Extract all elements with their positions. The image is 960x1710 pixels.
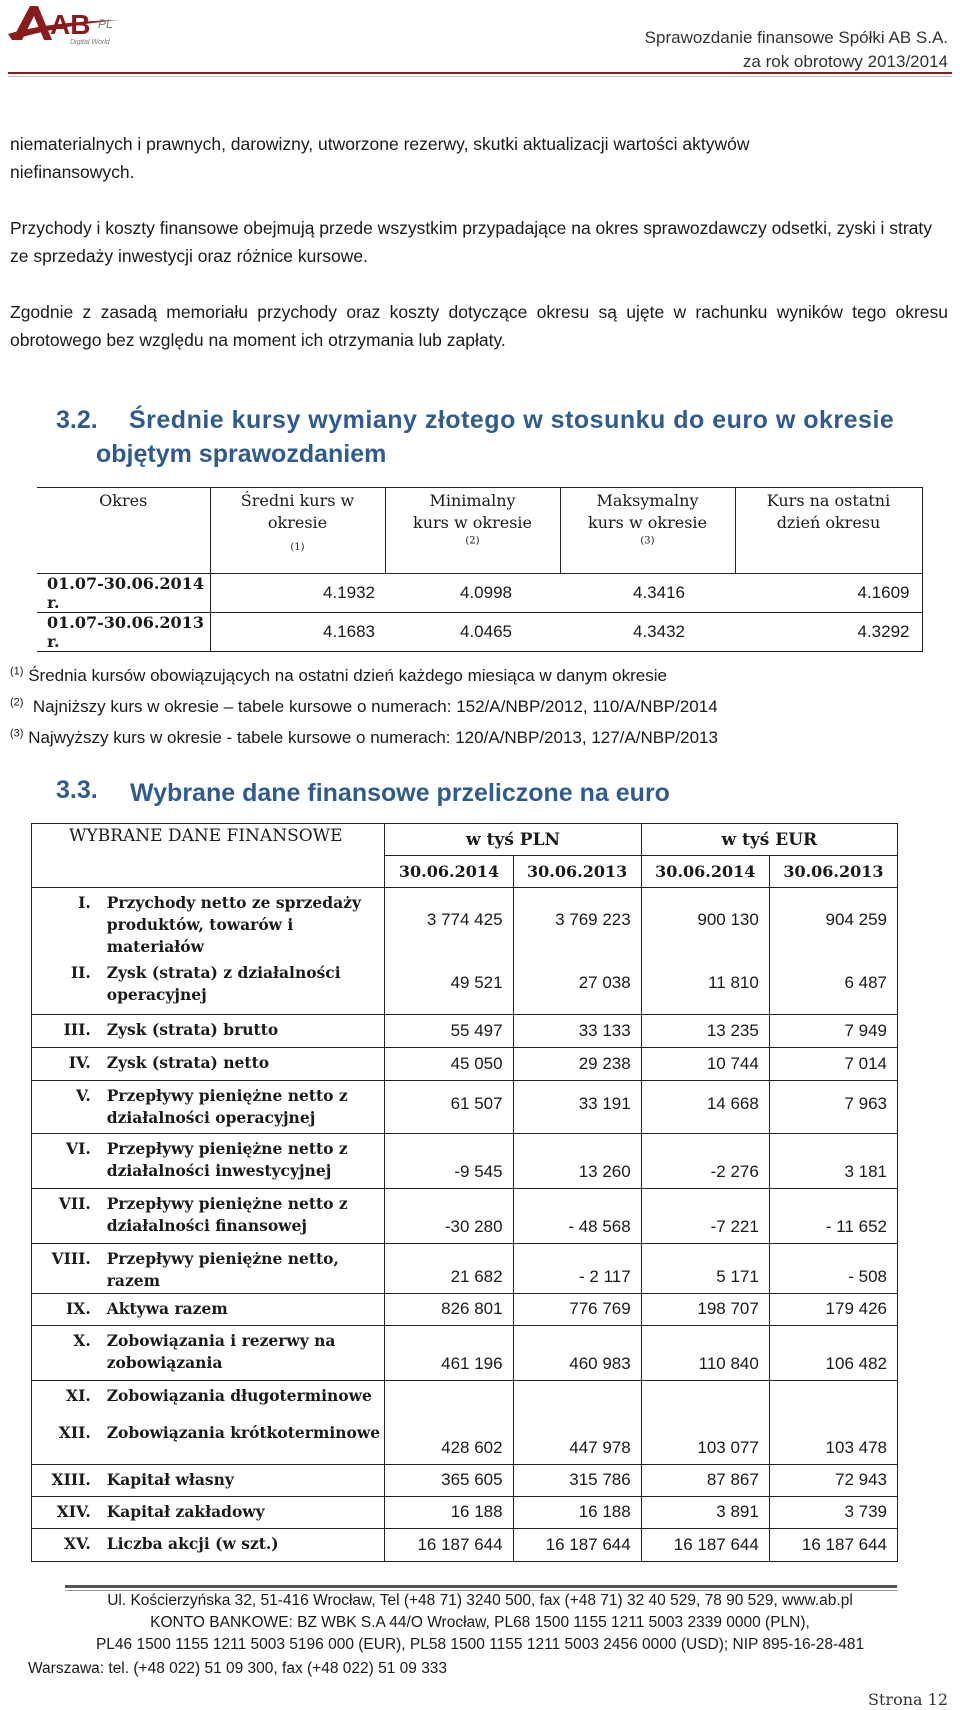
rate-period: 01.07-30.06.2014 r. xyxy=(37,574,210,613)
row-label: Kapitał zakładowy xyxy=(101,1496,385,1528)
footnote-text: Średnia kursów obowiązujących na ostatni dzień każdego miesiąca w danym okresie xyxy=(28,666,667,685)
rate-period: 01.07-30.06.2013 r. xyxy=(37,613,210,652)
footnote-mark: (1) xyxy=(10,665,24,678)
row-label: Przepływy pieniężne netto, razem xyxy=(101,1243,385,1293)
row-value: 900 130 xyxy=(641,888,769,959)
row-value: 5 171 xyxy=(641,1243,769,1293)
financial-data-table xyxy=(31,823,898,1562)
header-subtitle: za rok obrotowy 2013/2014 xyxy=(742,52,948,71)
row-value: 16 187 644 xyxy=(641,1528,769,1561)
footnote-mark: (2) xyxy=(10,696,24,709)
row-number: XV. xyxy=(32,1528,101,1561)
row-number: VI. xyxy=(32,1133,101,1188)
row-value xyxy=(769,1380,897,1418)
row-value: -2 276 xyxy=(641,1133,769,1188)
row-value xyxy=(513,1380,641,1418)
row-value: 16 187 644 xyxy=(769,1528,897,1561)
date-header: 30.06.2014 xyxy=(641,856,769,888)
row-value: 7 949 xyxy=(769,1014,897,1047)
exchange-rates-table xyxy=(37,487,923,652)
table-row xyxy=(32,1080,898,1133)
row-label: Kapitał własny xyxy=(101,1464,385,1496)
row-number: VIII. xyxy=(32,1243,101,1293)
row-label: Zobowiązania i rezerwy na zobowiązania xyxy=(101,1325,385,1380)
row-value: 27 038 xyxy=(513,958,641,1014)
row-value: -9 545 xyxy=(385,1133,513,1188)
row-value: 49 521 xyxy=(385,958,513,1014)
section-3-3-number: 3.3. xyxy=(56,776,98,804)
col-okres: Okres xyxy=(37,488,210,574)
row-value: 110 840 xyxy=(641,1325,769,1380)
row-label: Przepływy pieniężne netto z działalności finansowej xyxy=(101,1188,385,1243)
row-value: 72 943 xyxy=(769,1464,897,1496)
row-value: - 11 652 xyxy=(769,1188,897,1243)
row-label: Zysk (strata) z działalności operacyjnej xyxy=(101,958,385,1014)
row-number: X. xyxy=(32,1325,101,1380)
row-value: 3 774 425 xyxy=(385,888,513,959)
date-header: 30.06.2013 xyxy=(513,856,641,888)
row-value: 33 133 xyxy=(513,1014,641,1047)
row-value: 16 187 644 xyxy=(513,1528,641,1561)
row-number: XII. xyxy=(32,1418,101,1464)
row-number: XI. xyxy=(32,1380,101,1418)
row-number: I. xyxy=(32,888,101,959)
company-logo xyxy=(8,0,133,48)
footnote-text: Najniższy kurs w okresie – tabele kursowe o numerach: 152/A/NBP/2012, 110/A/NBP/2014 xyxy=(32,697,718,716)
col-sredni: Średni kurs w okresie (1) xyxy=(210,488,385,574)
rate-min: 4.0465 xyxy=(385,613,560,652)
row-label: Przychody netto ze sprzedaży produktów, towarów i materiałów xyxy=(101,888,385,959)
fin-header-row xyxy=(32,824,898,856)
footnote-1 xyxy=(10,666,667,686)
row-number: XIV. xyxy=(32,1496,101,1528)
row-label: Liczba akcji (w szt.) xyxy=(101,1528,385,1561)
row-value: 460 983 xyxy=(513,1325,641,1380)
row-value: - 508 xyxy=(769,1243,897,1293)
table-row xyxy=(32,1243,898,1293)
section-3-2-title-line-1: Średnie kursy wymiany złotego w stosunku do euro w okresie xyxy=(129,406,895,434)
table-row xyxy=(37,613,922,652)
row-number: IX. xyxy=(32,1293,101,1325)
row-label: Zysk (strata) netto xyxy=(101,1047,385,1080)
row-value: 14 668 xyxy=(641,1080,769,1133)
footnote-2 xyxy=(10,697,718,717)
row-value xyxy=(385,1380,513,1418)
logo-text: AB xyxy=(50,9,91,40)
row-label: Zysk (strata) brutto xyxy=(101,1014,385,1047)
header-rule xyxy=(8,72,952,74)
section-3-2-heading xyxy=(56,403,951,471)
col-maksymalny: Maksymalny kurs w okresie $^{(3)}$ xyxy=(560,488,735,574)
row-value: - 2 117 xyxy=(513,1243,641,1293)
row-value: 315 786 xyxy=(513,1464,641,1496)
row-label: Zobowiązania długoterminowe xyxy=(101,1380,385,1418)
row-value: 7 014 xyxy=(769,1047,897,1080)
row-value: 904 259 xyxy=(769,888,897,959)
row-value: 11 810 xyxy=(641,958,769,1014)
footer-bank-2: PL46 1500 1155 1211 5003 5196 000 (EUR), PL58 1500 1155 1211 5003 2456 0000 (USD); NIP 895-16-28-481 xyxy=(95,1636,865,1653)
table-row xyxy=(32,1496,898,1528)
footer-address: Ul. Kościerzyńska 32, 51-416 Wrocław, Tel (+48 71) 3240 500, fax (+48 71) 32 40 529, 78 90 529, www.ab.pl xyxy=(107,1592,853,1609)
footnote-3 xyxy=(10,728,718,748)
group-eur: w tyś EUR xyxy=(641,824,897,856)
row-value: 7 963 xyxy=(769,1080,897,1133)
row-value: 447 978 xyxy=(513,1418,641,1464)
paragraph-1-line-1: niematerialnych i prawnych, darowizny, utworzone rezerwy, skutki aktualizacji wartości aktywów xyxy=(10,134,750,154)
paragraph-1 xyxy=(10,130,948,186)
document-header xyxy=(645,26,948,74)
header-rule-thin xyxy=(8,76,952,77)
row-label: Przepływy pieniężne netto z działalności operacyjnej xyxy=(101,1080,385,1133)
rates-header-row xyxy=(37,488,922,574)
page-number: Strona 12 xyxy=(868,1690,948,1709)
row-value: 365 605 xyxy=(385,1464,513,1496)
row-value: 179 426 xyxy=(769,1293,897,1325)
date-header: 30.06.2014 xyxy=(385,856,513,888)
row-value xyxy=(641,1380,769,1418)
row-value: -30 280 xyxy=(385,1188,513,1243)
rate-min: 4.0998 xyxy=(385,574,560,613)
row-value: 6 487 xyxy=(769,958,897,1014)
group-pln: w tyś PLN xyxy=(385,824,641,856)
row-value: -7 221 xyxy=(641,1188,769,1243)
footnote-mark: (3) xyxy=(10,727,24,740)
rate-max: 4.3416 xyxy=(560,574,735,613)
table-row xyxy=(32,958,898,1014)
row-value: 3 769 223 xyxy=(513,888,641,959)
row-value: 61 507 xyxy=(385,1080,513,1133)
table-row xyxy=(32,1047,898,1080)
row-number: VII. xyxy=(32,1188,101,1243)
row-value: 3 891 xyxy=(641,1496,769,1528)
table-row xyxy=(32,1014,898,1047)
table-row xyxy=(32,1325,898,1380)
header-title: Sprawozdanie finansowe Spółki AB S.A. xyxy=(644,28,948,47)
footer-bank-1: KONTO BANKOWE: BZ WBK S.A 44/O Wrocław, PL68 1500 1155 1211 5003 2339 0000 (PLN), xyxy=(150,1614,810,1631)
table-row xyxy=(32,888,898,959)
row-value: 3 739 xyxy=(769,1496,897,1528)
section-3-2-number: 3.2. xyxy=(56,406,98,434)
footnote-text: Najwyższy kurs w okresie - tabele kursowe o numerach: 120/A/NBP/2013, 127/A/NBP/2013 xyxy=(28,728,718,747)
row-value: 16 188 xyxy=(513,1496,641,1528)
table-row xyxy=(32,1380,898,1418)
table-row xyxy=(32,1418,898,1464)
row-value: 10 744 xyxy=(641,1047,769,1080)
fin-table-title: WYBRANE DANE FINANSOWE xyxy=(32,824,385,888)
row-value: 21 682 xyxy=(385,1243,513,1293)
section-3-3-heading xyxy=(56,776,670,810)
row-value: 3 181 xyxy=(769,1133,897,1188)
rate-max: 4.3432 xyxy=(560,613,735,652)
section-3-2-title-line-2: objętym sprawozdaniem xyxy=(96,440,387,468)
table-row xyxy=(32,1293,898,1325)
rate-last: 4.3292 xyxy=(735,613,922,652)
date-header: 30.06.2013 xyxy=(769,856,897,888)
footer-rule xyxy=(65,1585,897,1588)
paragraph-1-line-2: niefinansowych. xyxy=(10,162,135,182)
table-row xyxy=(37,574,922,613)
row-value: 13 260 xyxy=(513,1133,641,1188)
row-value: 103 478 xyxy=(769,1418,897,1464)
row-value: 16 188 xyxy=(385,1496,513,1528)
logo-sub: PL xyxy=(98,17,113,31)
table-row xyxy=(32,1464,898,1496)
row-value: 45 050 xyxy=(385,1047,513,1080)
row-value: - 48 568 xyxy=(513,1188,641,1243)
table-row xyxy=(32,1188,898,1243)
logo-tagline: Digital World xyxy=(70,39,110,46)
row-value: 16 187 644 xyxy=(385,1528,513,1561)
paragraph-2: Przychody i koszty finansowe obejmują przede wszystkim przypadające na okres sprawozdawczy odsetki, zyski i straty ze sprzedaży inwestycji oraz różnice kursowe. xyxy=(10,218,933,266)
row-value: 106 482 xyxy=(769,1325,897,1380)
table-row xyxy=(32,1528,898,1561)
row-number: V. xyxy=(32,1080,101,1133)
row-value: 198 707 xyxy=(641,1293,769,1325)
table-row xyxy=(32,1133,898,1188)
row-number: III. xyxy=(32,1014,101,1047)
row-value: 776 769 xyxy=(513,1293,641,1325)
row-label: Zobowiązania krótkoterminowe xyxy=(101,1418,385,1464)
footer-warsaw: Warszawa: tel. (+48 022) 51 09 300, fax (+48 022) 51 09 333 xyxy=(28,1660,448,1677)
row-value: 55 497 xyxy=(385,1014,513,1047)
col-kurs-ostatni: Kurs na ostatni dzień okresu xyxy=(735,488,922,574)
row-value: 29 238 xyxy=(513,1047,641,1080)
row-value: 33 191 xyxy=(513,1080,641,1133)
row-value: 461 196 xyxy=(385,1325,513,1380)
row-label: Przepływy pieniężne netto z działalności inwestycyjnej xyxy=(101,1133,385,1188)
paragraph-3: Zgodnie z zasadą memoriału przychody oraz koszty dotyczące okresu są ujęte w rachunku wyników tego okresu obrotowego bez względu na moment ich otrzymania lub zapłaty. xyxy=(10,302,948,350)
row-value: 87 867 xyxy=(641,1464,769,1496)
row-label: Aktywa razem xyxy=(101,1293,385,1325)
row-value: 13 235 xyxy=(641,1014,769,1047)
row-number: XIII. xyxy=(32,1464,101,1496)
col-minimalny: Minimalny kurs w okresie $^{(2)}$ xyxy=(385,488,560,574)
rate-last: 4.1609 xyxy=(735,574,922,613)
row-value: 826 801 xyxy=(385,1293,513,1325)
rate-avg: 4.1683 xyxy=(210,613,385,652)
row-value: 103 077 xyxy=(641,1418,769,1464)
row-number: IV. xyxy=(32,1047,101,1080)
rate-avg: 4.1932 xyxy=(210,574,385,613)
section-3-3-title: Wybrane dane finansowe przeliczone na euro xyxy=(130,779,670,807)
row-value: 428 602 xyxy=(385,1418,513,1464)
row-number: II. xyxy=(32,958,101,1014)
